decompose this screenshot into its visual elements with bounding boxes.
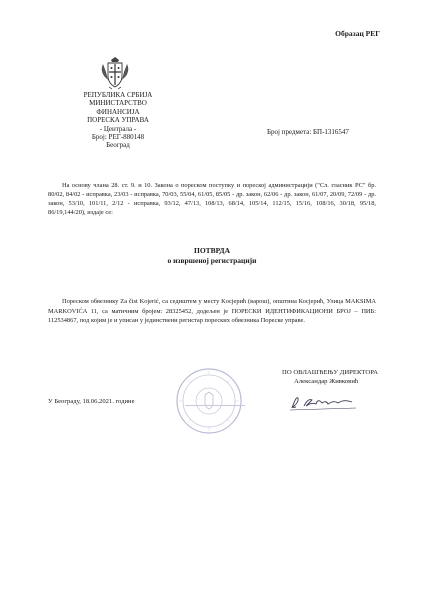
director-title: ПО ОВЛАШЋЕЊУ ДИРЕКТОРА [282,369,378,376]
issuer-city: Београд [106,141,130,150]
official-round-stamp [175,367,243,435]
director-name: Александар Живковић [294,378,359,385]
issuer-block [68,91,168,150]
body-paragraph: Пореском обвезнику Za čist Kojerić, са седиштем у месту Kocјерић (варош), општина Косјерић, Улица MAKSIMA MARKOVIĆA 11, са матичним бројем: 28325452, додељен је ПОРЕСКИ ИДЕНТИФИКАЦИОНИ БРОЈ – ПИБ: 112534867, под којим је и уписан у јединствени регистар пореских обвезника Пореске управе. [48,298,376,324]
place-date: У Београду, 18.06.2021. године [48,398,135,405]
registration-number: Број: РЕГ-880148 [91,133,145,142]
document-title [0,246,424,266]
issuer-line: РЕПУБЛИКА СРБИЈА [83,91,153,99]
serbia-coat-of-arms-icon [100,56,130,90]
issuer-line: - Централа - [99,124,137,133]
title-sub: о извршеној регистрацији [167,256,257,265]
director-block [282,368,412,386]
intro-paragraph: На основу члана 28. ст. 9. и 10. Закона о пореском поступку и пореској администрацији ("Сл. гласник РС" бр. 80/02, 84/02 - исправка, 23/03 - исправка, 70/03, 55/04, 61/05, 85/05 - др. закон, 62/06 - др. закон, 61/07, 20/09, 72/09 - др. закон, 53/10, 101/11, 2/12 - исправка, 93/12, 47/13, 108/13, 68/14, 105/14, 112/15, 15/16, 108/16, 30/18, 95/18, 86/19,144/20), издаје се: [48,182,376,217]
case-number: Број предмета: БП-1316547 [267,128,349,136]
issuer-line: МИНИСТАРСТВО ФИНАНСИЈА [89,99,147,116]
issuer-line: ПОРЕСКА УПРАВА [87,116,149,125]
title-main: ПОТВРДА [193,246,231,255]
stamp-underline [185,405,245,406]
handwritten-signature [282,388,362,416]
form-code: Образац РЕГ [335,29,380,38]
